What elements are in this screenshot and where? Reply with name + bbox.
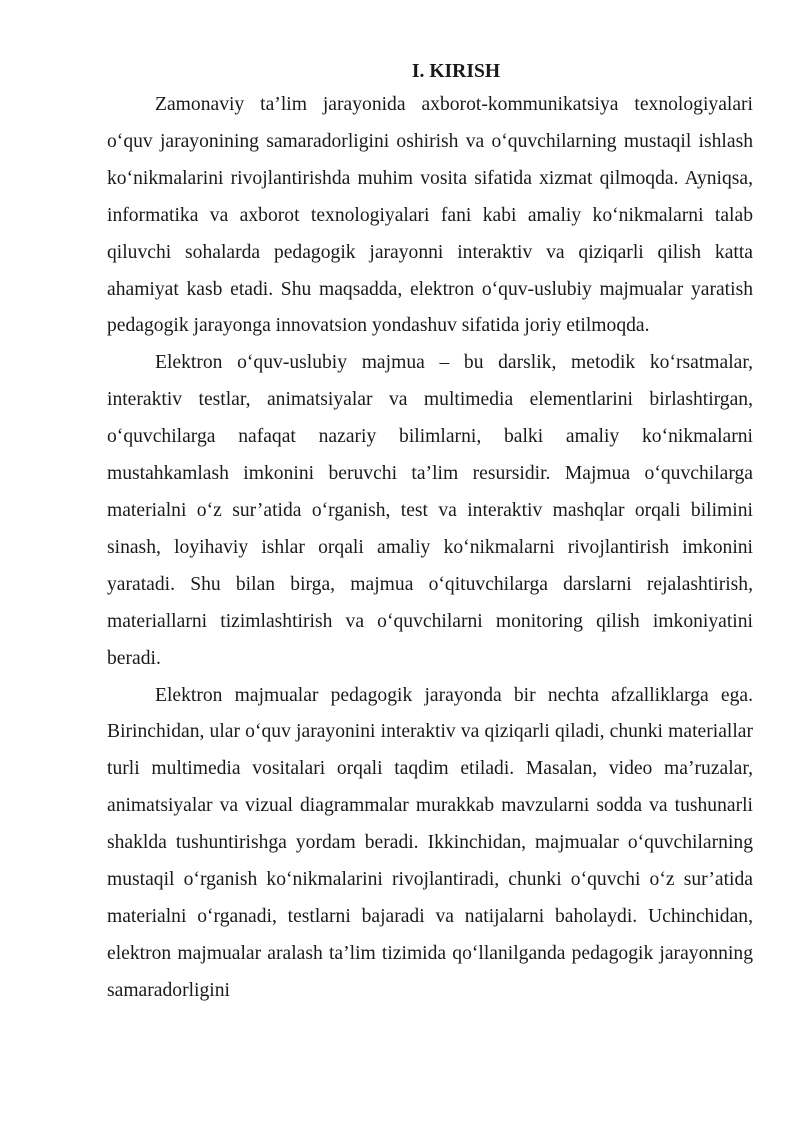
section-heading: I. KIRISH <box>411 61 501 82</box>
document-body <box>107 57 753 1010</box>
paragraph-intro: Zamonaviy ta’lim jarayonida axborot-kommunikatsiya texnologiyalari o‘quv jarayonining samaradorligini oshirish va o‘quvchilarning mustaqil ishlash ko‘nikmalarini rivojlantirishda muhim vosita sifatida xizmat qilmoqda. Ayniqsa, informatika va axborot texnologiyalari fani kabi amaliy ko‘nikmalarni talab qiluvchi sohalarda pedagogik jarayonni interaktiv va qiziqarli qilish katta ahamiyat kasb etadi. Shu maqsadda, elektron o‘quv-uslubiy majmualar yaratish pedagogik jarayonga innovatsion yondashuv sifatida joriy etilmoqda. <box>107 94 753 337</box>
paragraph-advantages: Elektron majmualar pedagogik jarayonda bir nechta afzalliklarga ega. Birinchidan, ular o‘quv jarayonini interaktiv va qiziqarli qiladi, chunki materiallar turli multimedia vositalari orqali taqdim etiladi. Masalan, video ma’ruzalar, animatsiyalar va vizual diagrammalar murakkab mavzularni sodda va tushunarli shaklda tushuntirishga yordam beradi. Ikkinchidan, majmualar o‘quvchilarning mustaqil o‘rganish ko‘nikmalarini rivojlantiradi, chunki o‘quvchi o‘z sur’atida materialni o‘rganadi, testlarni bajaradi va natijalarni baholaydi. Uchinchidan, elektron majmualar aralash ta’lim tizimida qo‘llanilganda pedagogik jarayonning samaradorligini <box>107 684 753 1001</box>
paragraph-definition: Elektron o‘quv-uslubiy majmua – bu darslik, metodik ko‘rsatmalar, interaktiv testlar, animatsiyalar va multimedia elementlarini birlashtirgan, o‘quvchilarga nafaqat nazariy bilimlarni, balki amaliy ko‘nikmalarni mustahkamlash imkonini beruvchi ta’lim resursidir. Majmua o‘quvchilarga materialni o‘z sur’atida o‘rganish, test va interaktiv mashqlar orqali bilimini sinash, loyihaviy ishlar orqali amaliy ko‘nikmalarni rivojlantirish imkonini yaratadi. Shu bilan birga, majmua o‘qituvchilarga darslarni rejalashtirish, materiallarni tizimlashtirish va o‘quvchilarni monitoring qilish imkoniyatini beradi. <box>107 352 753 669</box>
